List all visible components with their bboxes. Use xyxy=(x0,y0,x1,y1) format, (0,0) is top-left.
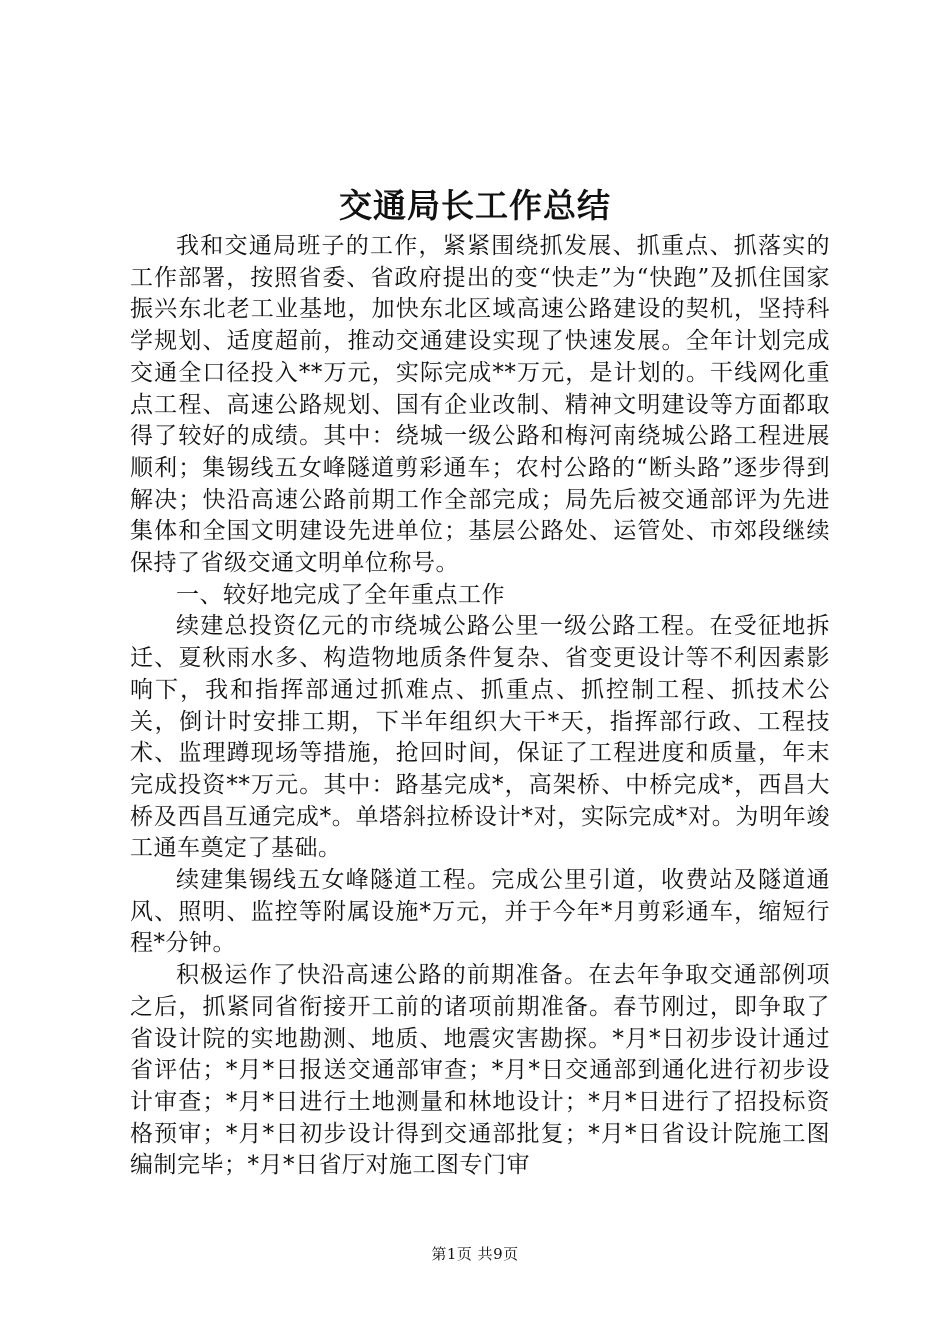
document-body xyxy=(130,231,830,1182)
paragraph-tunnel: 续建集锡线五女峰隧道工程。完成公里引道，收费站及隧道通风、照明、监控等附属设施*万元，并于今年*月剪彩通车，缩短行程*分钟。 xyxy=(130,867,830,957)
document-title: 交通局长工作总结 xyxy=(339,186,611,225)
page-footer: 第1页 共9页 xyxy=(431,1245,519,1263)
section-heading: 一、较好地完成了全年重点工作 xyxy=(176,581,505,608)
paragraph-expressway: 积极运作了快沿高速公路的前期准备。在去年争取交通部例项之后，抓紧同省衔接开工前的诸项前期准备。春节刚过，即争取了省设计院的实地勘测、地质、地震灾害勘探。*月*日初步设计通过省评估；*月*日报送交通部审查；*月*日交通部到通化进行初步设计审查；*月*日进行土地测量和林地设计；*月*日进行了招投标资格预审；*月*日初步设计得到交通部批复；*月*日省设计院施工图编制完毕；*月*日省厅对施工图专门审 xyxy=(130,962,830,1179)
paragraph-intro: 我和交通局班子的工作，紧紧围绕抓发展、抓重点、抓落实的工作部署，按照省委、省政府提出的变“快走”为“快跑”及抓住国家振兴东北老工业基地，加快东北区域高速公路建设的契机，坚持科学规划、适度超前，推动交通建设实现了快速发展。全年计划完成交通全口径投入**万元，实际完成**万元，是计划的。干线网化重点工程、高速公路规划、国有企业改制、精神文明建设等方面都取得了较好的成绩。其中：绕城一级公路和梅河南绕城公路工程进展顺利；集锡线五女峰隧道剪彩通车；农村公路的“断头路”逐步得到解决；快沿高速公路前期工作全部完成；局先后被交通部评为先进集体和全国文明建设先进单位；基层公路处、运管处、市郊段继续保持了省级交通文明单位称号。 xyxy=(130,233,830,577)
paragraph-ring-road: 续建总投资亿元的市绕城公路公里一级公路工程。在受征地拆迁、夏秋雨水多、构造物地质条件复杂、省变更设计等不利因素影响下，我和指挥部通过抓难点、抓重点、抓控制工程、抓技术公关，倒计时安排工期，下半年组织大干*天，指挥部行政、工程技术、监理蹲现场等措施，抢回时间，保证了工程进度和质量，年末完成投资**万元。其中：路基完成*，高架桥、中桥完成*，西昌大桥及西昌互通完成*。单塔斜拉桥设计*对，实际完成*对。为明年竣工通车奠定了基础。 xyxy=(130,613,830,862)
